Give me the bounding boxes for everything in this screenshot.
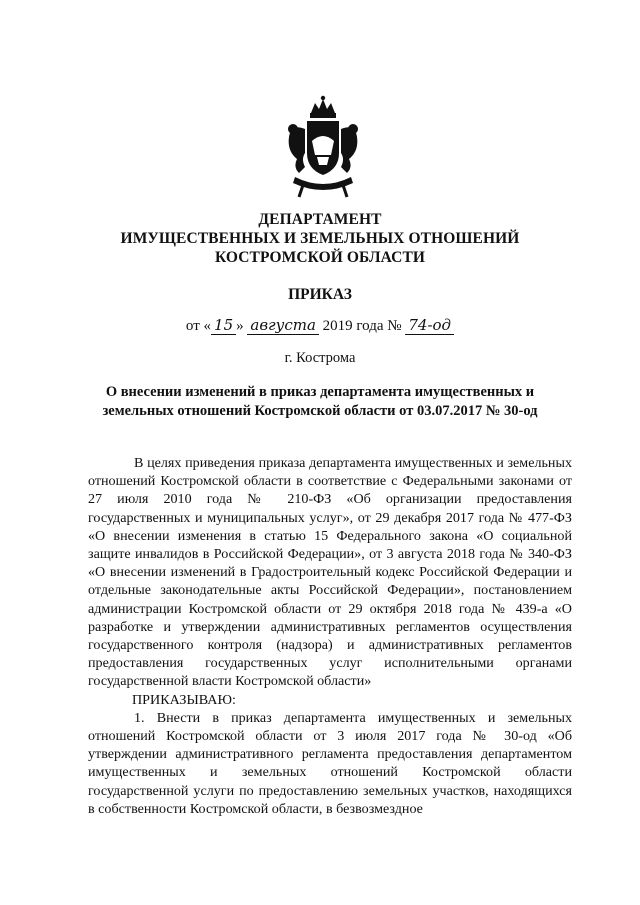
document-body: [88, 454, 572, 818]
item-1-paragraph: 1. Внести в приказ департамента имущественных и земельных отношений Костромской области от 3 июля 2017 года № 30-од «Об утверждении административного регламента предоставления департаментом имущественных и земельных отношений Костромской области государственной услуги по предоставлению земельных участков, находящихся в собственности Костромской области, в безвозмездное: [88, 709, 572, 817]
date-quote-close: »: [236, 318, 244, 334]
document-type: ПРИКАЗ: [288, 286, 352, 303]
header-line-1: ДЕПАРТАМЕНТ: [258, 211, 382, 228]
header-line-3: КОСТРОМСКОЙ ОБЛАСТИ: [214, 249, 426, 266]
date-prefix: от «: [185, 318, 212, 334]
order-subject: [0, 383, 640, 421]
date-number-line: [0, 316, 640, 335]
date-day: 15: [211, 316, 236, 335]
coat-of-arms-emblem: [273, 95, 373, 200]
date-month: августа: [247, 316, 319, 335]
decree-word: ПРИКАЗЫВАЮ:: [132, 691, 236, 708]
header-line-2: ИМУЩЕСТВЕННЫХ И ЗЕМЕЛЬНЫХ ОТНОШЕНИЙ: [120, 230, 520, 247]
date-year: 2019 года №: [322, 318, 402, 334]
city: г. Кострома: [284, 350, 356, 366]
subject-line-2: земельных отношений Костромской области от 03.07.2017 № 30-од: [102, 403, 538, 419]
department-header: [0, 210, 640, 267]
order-number: 74-од: [405, 316, 454, 335]
preamble-paragraph: В целях приведения приказа департамента имущественных и земельных отношений Костромской области в соответствие с Федеральными законами от 27 июля 2010 года № 210-ФЗ «Об организации предоставления государственных и муниципальных услуг», от 29 декабря 2017 года № 477-ФЗ «О внесении изменения в статью 15 Федерального закона «О социальной защите инвалидов в Российской Федерации», от 3 августа 2018 года № 340-ФЗ «О внесении изменений в Градостроительный кодекс Российской Федерации и отдельные законодательные акты Российской Федерации», постановлением администрации Костромской области от 29 октября 2018 года № 439-а «О разработке и утверждении административных регламентов осуществления государственного контроля (надзора) и административных регламентов предоставления государственных услуг исполнительными органами государственной власти Костромской области»: [88, 455, 572, 690]
subject-line-1: О внесении изменений в приказ департамента имущественных и: [105, 384, 535, 400]
